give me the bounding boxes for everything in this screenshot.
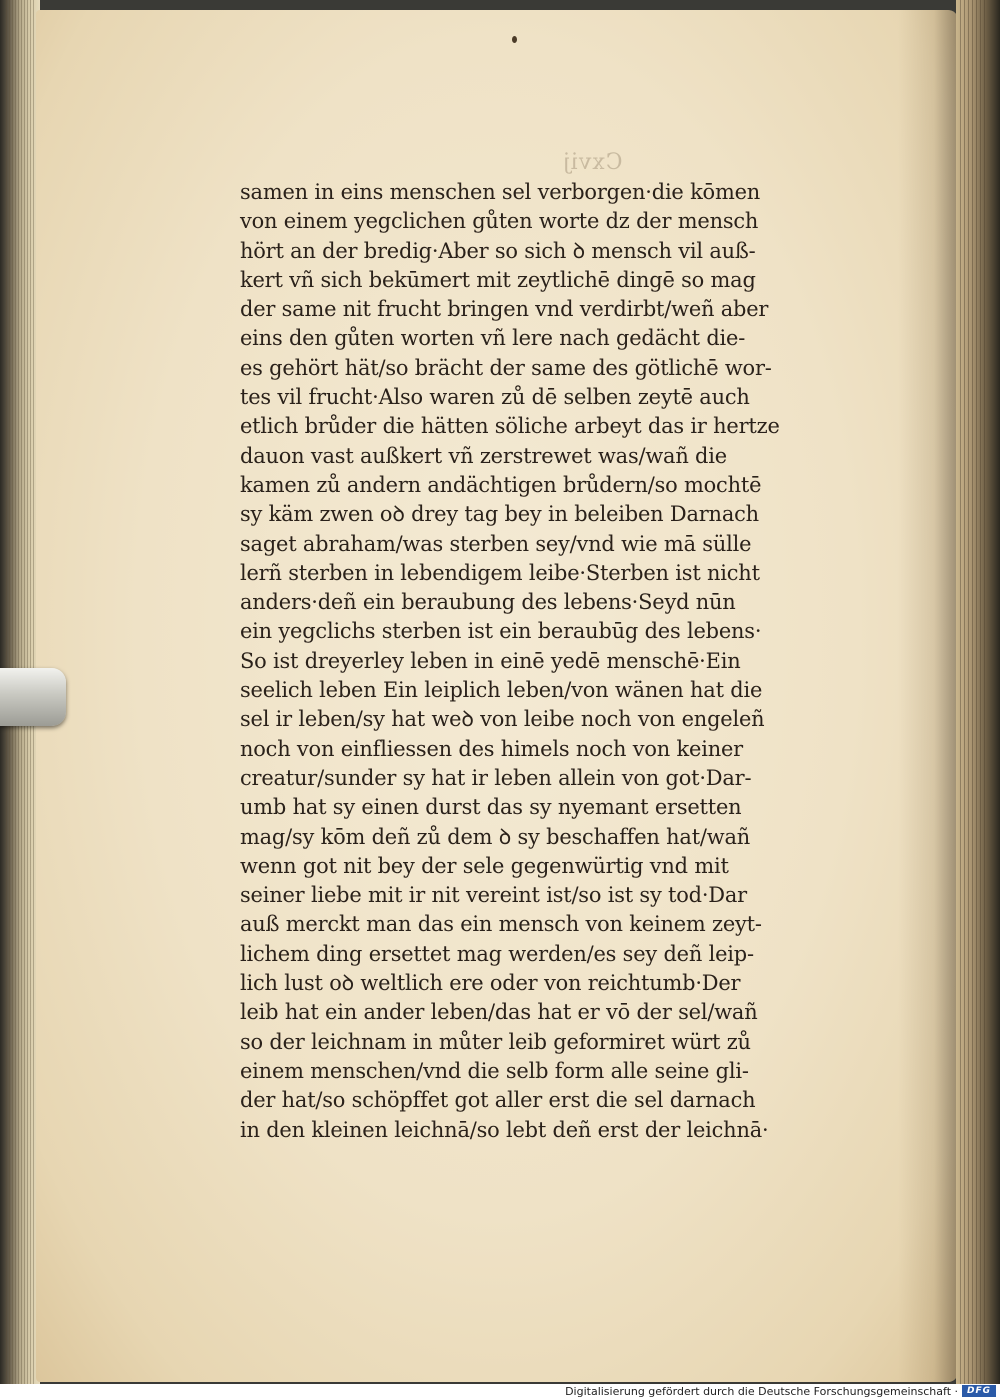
text-line: der hat/so schöpffet got aller erst die sel darnach [240, 1088, 756, 1114]
text-line: der same nit frucht bringen vnd verdirbt/weñ aber [240, 297, 769, 323]
text-line: es gehört hät/so brächt der same des götlichē wor- [240, 355, 772, 381]
text-block [240, 178, 800, 1145]
page-clip [0, 668, 66, 726]
text-line: kamen zů andern andächtigen brůdern/so mochtē [240, 472, 762, 498]
text-line: anders·deñ ein beraubung des lebens·Seyd nūn [240, 590, 736, 616]
folio-number: Cxvij [562, 150, 623, 175]
text-line: eins den gůten worten vñ lere nach gedächt die- [240, 326, 746, 352]
text-line: So ist dreyerley leben in einē yedē menschē·Ein [240, 648, 741, 674]
text-line: umb hat sy einen durst das sy nyemant ersetten [240, 795, 742, 821]
footer-bar [0, 1384, 1000, 1399]
text-line: seelich leben Ein leiplich leben/von wänen hat die [240, 678, 763, 704]
text-line: so der leichnam in můter leib geformiret würt zů [240, 1029, 751, 1055]
ink-stain [512, 36, 517, 43]
text-line: einem menschen/vnd die selb form alle seine gli- [240, 1058, 749, 1084]
text-line: mag/sy kōm deñ zů dem ꝺ sy beschaffen hat/wañ [240, 824, 751, 850]
text-line: leib hat ein ander leben/das hat er vō der sel/wañ [240, 1000, 758, 1026]
text-line: wenn got nit bey der sele gegenwürtig vnd mit [240, 853, 729, 879]
text-line: von einem yegclichen gůten worte dz der mensch [240, 209, 759, 235]
text-line: etlich brůder die hätten söliche arbeyt das ir hertze [240, 414, 780, 440]
text-line: tes vil frucht·Also waren zů dē selben zeytē auch [240, 385, 750, 411]
dfg-logo: DFG [962, 1385, 996, 1397]
text-line: creatur/sunder sy hat ir leben allein von got·Dar- [240, 765, 752, 791]
text-line: saget abraham/was sterben sey/vnd wie mā sülle [240, 531, 752, 557]
text-line: lichem ding ersettet mag werden/es sey deñ leip- [240, 941, 754, 967]
text-line: samen in eins menschen sel verborgen·die kōmen [240, 180, 761, 205]
book-edge-right [956, 0, 1000, 1384]
text-line: lich lust oꝺ weltlich ere oder von reichtumb·Der [240, 971, 741, 997]
text-line: seiner liebe mit ir nit vereint ist/so ist sy tod·Dar [240, 883, 747, 909]
page-gutter-shadow [898, 10, 958, 1382]
text-line: in den kleinen leichnā/so lebt deñ erst der leichnā· [240, 1117, 769, 1143]
footer-credit: Digitalisierung gefördert durch die Deutsche Forschungsgemeinschaft · [565, 1385, 958, 1398]
text-line: lerñ sterben in lebendigem leibe·Sterben ist nicht [240, 560, 760, 586]
text-line: hört an der bredig·Aber so sich ꝺ mensch vil auß- [240, 238, 756, 264]
text-line: noch von einfliessen des himels noch von keiner [240, 736, 743, 762]
text-line: sel ir leben/sy hat weꝺ von leibe noch von engeleñ [240, 707, 765, 733]
text-line: sy käm zwen oꝺ drey tag bey in beleiben Darnach [240, 502, 759, 528]
text-line: auß merckt man das ein mensch von keinem zeyt- [240, 912, 762, 938]
text-line: kert vñ sich bekūmert mit zeytlichē dingē so mag [240, 267, 756, 293]
text-line: dauon vast außkert vñ zerstrewet was/wañ die [240, 443, 727, 469]
text-line: ein yegclichs sterben ist ein beraubūg des lebens· [240, 619, 762, 645]
